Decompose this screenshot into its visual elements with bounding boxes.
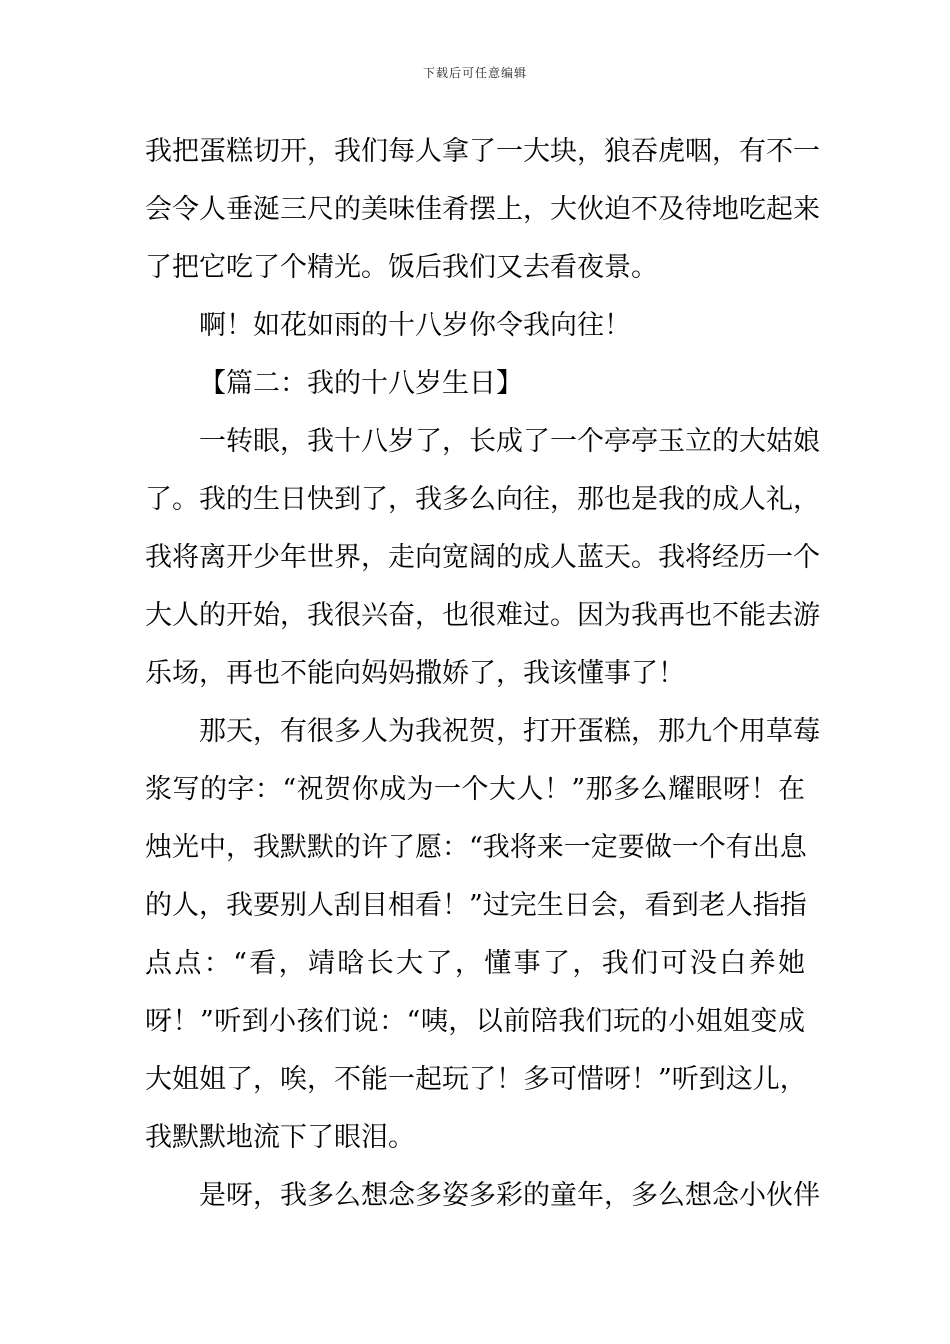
paragraph [145, 297, 805, 355]
paragraph-line: 的人，我要别人刮目相看！”过完生日会，看到老人指指 [145, 890, 807, 921]
paragraph-line: 我将离开少年世界，走向宽阔的成人蓝天。我将经历一个 [145, 542, 820, 573]
paragraph [145, 703, 820, 1167]
paragraph [145, 413, 820, 703]
paragraph-line: 会令人垂涎三尺的美味佳肴摆上，大伙迫不及待地吃起来 [145, 194, 820, 225]
paragraph-line: 了。我的生日快到了，我多么向往，那也是我的成人礼， [145, 484, 820, 515]
paragraph [145, 123, 820, 297]
paragraph-line: 烛光中，我默默的许了愿：“我将来一定要做一个有出息 [145, 832, 807, 863]
paragraph-line: 大人的开始，我很兴奋，也很难过。因为我再也不能去游 [145, 600, 820, 631]
paragraph-line: 我默默地流下了眼泪。 [145, 1122, 415, 1153]
paragraph-line: 乐场，再也不能向妈妈撒娇了，我该懂事了！ [145, 658, 685, 689]
paragraph-line: 是呀，我多么想念多姿多彩的童年，多么想念小伙伴 [199, 1180, 820, 1211]
paragraph-line: 啊！如花如雨的十八岁你令我向往！ [199, 310, 631, 341]
paragraph-line: 了把它吃了个精光。饭后我们又去看夜景。 [145, 252, 658, 283]
paragraph-line: 呀！”听到小孩们说：“咦，以前陪我们玩的小姐姐变成 [145, 1006, 805, 1037]
paragraph-line: 浆写的字：“祝贺你成为一个大人！”那多么耀眼呀！在 [145, 774, 805, 805]
document-body [145, 123, 820, 1225]
page-header-note: 下载后可任意编辑 [422, 66, 527, 80]
paragraph [145, 1167, 820, 1225]
paragraph-line: 那天，有很多人为我祝贺，打开蛋糕，那九个用草莓 [199, 716, 820, 747]
paragraph-line: 【篇二：我的十八岁生日】 [199, 368, 523, 399]
paragraph-line: 一转眼，我十八岁了，长成了一个亭亭玉立的大姑娘 [199, 426, 820, 457]
paragraph [145, 355, 805, 413]
paragraph-line: 大姐姐了，唉，不能一起玩了！多可惜呀！”听到这儿， [145, 1064, 807, 1095]
paragraph-line: 点点：“看，靖晗长大了，懂事了，我们可没白养她 [145, 948, 805, 979]
paragraph-line: 我把蛋糕切开，我们每人拿了一大块，狼吞虎咽，有不一 [145, 136, 820, 167]
